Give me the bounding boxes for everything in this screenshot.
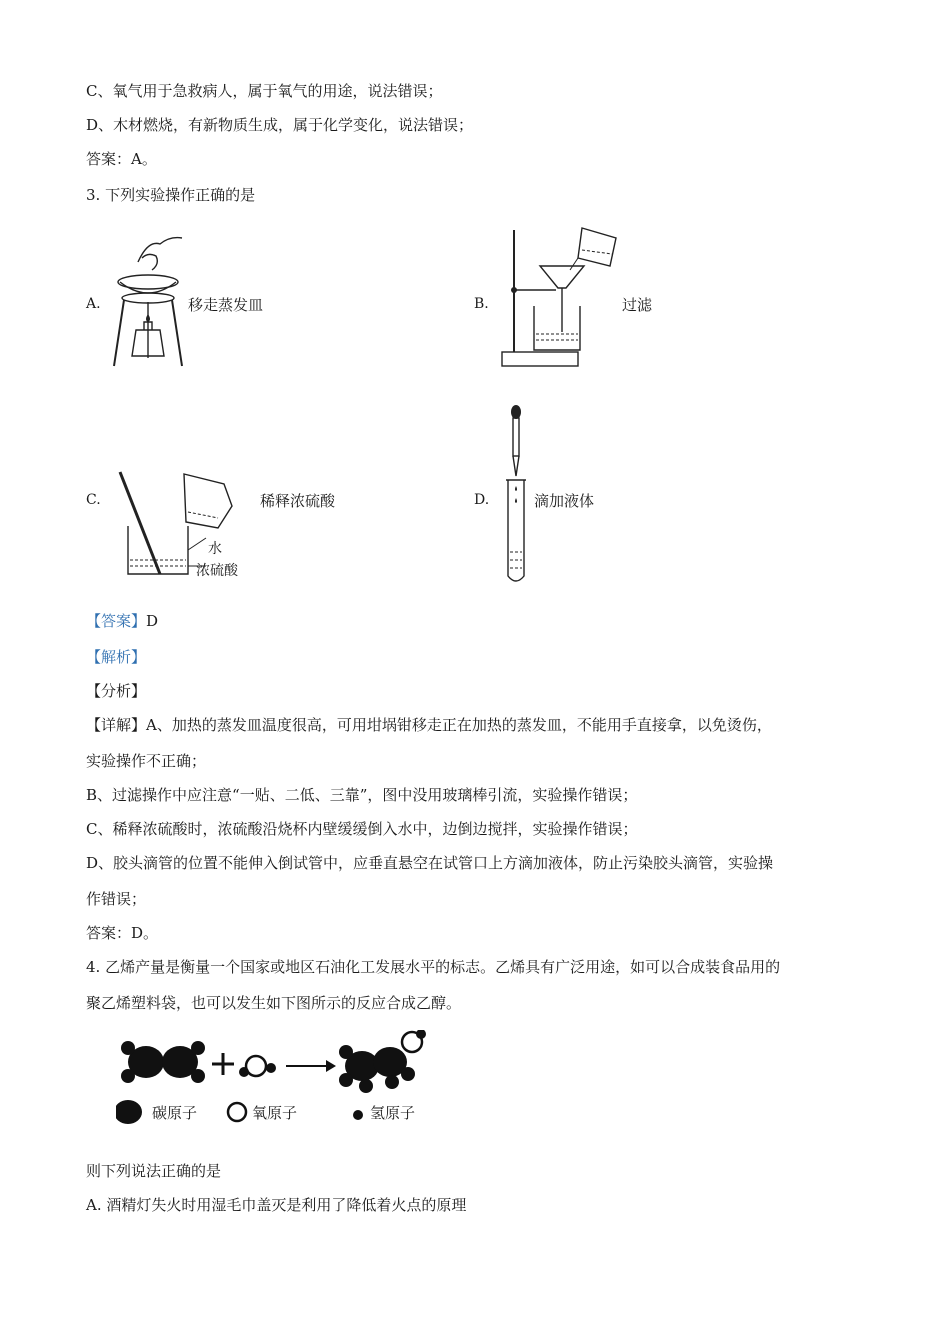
answer-tag: 【答案】 <box>86 612 147 630</box>
legend-carbon: 碳原子 <box>152 1104 198 1122</box>
q3-option-d-caption: 滴加液体 <box>534 492 595 510</box>
q3-stem: 3. 下列实验操作正确的是 <box>86 186 256 204</box>
detail-option-b: B、过滤操作中应注意“一贴、二低、三靠”，图中没用玻璃棒引流，实验操作错误； <box>86 786 638 804</box>
analysis-tag: 【解析】 <box>86 648 147 666</box>
q4-question: 则下列说法正确的是 <box>86 1162 222 1180</box>
ethylene-molecule <box>121 1041 205 1083</box>
prev-option-c: C、氧气用于急救病人，属于氧气的用途，说法错误； <box>86 82 443 100</box>
q4-stem-2: 聚乙烯塑料袋，也可以发生如下图所示的反应合成乙醇。 <box>86 994 462 1012</box>
concentrated-acid-label: 浓硫酸 <box>196 563 238 579</box>
detail-option-c: C、稀释浓硫酸时，浓硫酸沿烧杯内壁缓缓倒入水中，边倒边搅拌，实验操作错误； <box>86 820 638 838</box>
answer-value: D <box>146 612 159 630</box>
ethanol-molecule <box>339 1030 426 1093</box>
q3-option-d-letter: D. <box>474 492 490 508</box>
detail-option-d-2: 作错误； <box>86 890 147 908</box>
prev-option-d: D、木材燃烧，有新物质生成，属于化学变化，说法错误； <box>86 116 474 134</box>
answer-line <box>86 610 158 631</box>
detail-line-1: 【详解】A、加热的蒸发皿温度很高，可用坩埚钳移走正在加热的蒸发皿，不能用手直接拿，以免烫伤， <box>86 716 772 734</box>
detail-line-2: 实验操作不正确； <box>86 752 207 770</box>
q3-option-a-letter: A. <box>86 296 101 312</box>
dropper-test-tube-figure <box>496 404 536 586</box>
analysis-fenxi: 【分析】 <box>86 682 147 700</box>
q4-option-a: A. 酒精灯失火时用湿毛巾盖灭是利用了降低着火点的原理 <box>86 1196 467 1214</box>
hydrogen-legend-symbol <box>353 1110 363 1120</box>
filtration-apparatus-figure <box>500 222 620 370</box>
q3-option-b-letter: B. <box>474 296 489 312</box>
legend-hydrogen: 氢原子 <box>370 1104 416 1122</box>
q3-option-c-caption: 稀释浓硫酸 <box>260 492 336 510</box>
carbon-legend-symbol <box>116 1100 142 1124</box>
q3-option-b-caption: 过滤 <box>622 296 653 314</box>
legend-oxygen: 氧原子 <box>252 1104 298 1122</box>
q3-option-c-letter: C. <box>86 492 101 508</box>
detail-option-d-1: D、胶头滴管的位置不能伸入倒试管中，应垂直悬空在试管口上方滴加液体，防止污染胶头滴管，实验操 <box>86 854 774 872</box>
prev-answer: 答案：A。 <box>86 150 157 168</box>
q3-final-answer: 答案：D。 <box>86 924 159 942</box>
oxygen-legend-symbol <box>228 1103 246 1121</box>
q3-option-a-caption: 移走蒸发皿 <box>188 296 264 314</box>
q4-stem-1: 4. 乙烯产量是衡量一个国家或地区石油化工发展水平的标志。乙烯具有广泛用途，如可以合成装食品用的 <box>86 958 781 976</box>
water-label: 水 <box>208 541 222 557</box>
water-molecule <box>239 1056 276 1077</box>
evaporating-dish-hand-figure <box>108 230 188 370</box>
